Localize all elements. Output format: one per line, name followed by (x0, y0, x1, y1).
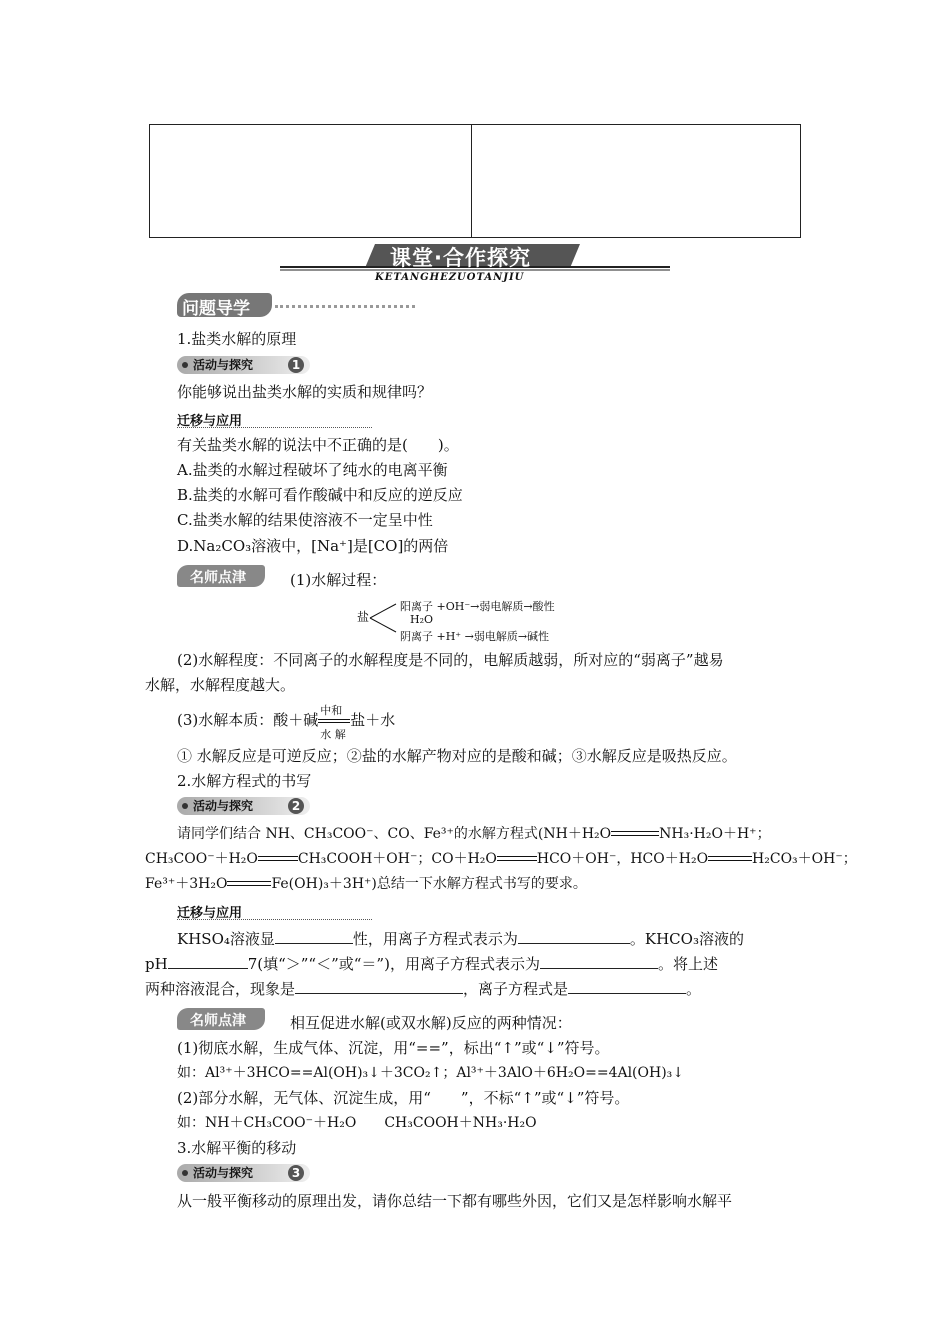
tip2-intro: 相互促进水解(或双水解)反应的两种情况： (290, 1014, 572, 1032)
tip3-post: 盐＋水 (350, 711, 396, 729)
banner-pinyin: KETANGHEZUOTANJIU (375, 272, 525, 283)
activity-number: 1 (288, 357, 304, 373)
badge-dot-icon (182, 1170, 188, 1176)
fill-line3: 两种溶液混合，现象是 ，离子方程式是 。 (145, 977, 701, 1000)
activity-number: 3 (288, 1165, 304, 1181)
s1-mc-question: 有关盐类水解的说法中不正确的是( )。 (177, 436, 459, 454)
tip3-pre: (3)水解本质：酸＋碱 (177, 711, 319, 729)
tip2-t3: (2)部分水解，无气体、沉淀生成，用“ ”，不标“↑”或“↓”符号。 (177, 1089, 630, 1107)
activity-label: 活动与探究 (193, 799, 254, 813)
tip2-line1: (2)水解程度：不同离子的水解程度是不同的，电解质越弱，所对应的“弱离子”越易 (177, 651, 724, 669)
wenti-label: 问题导学 (182, 299, 250, 319)
blank-3[interactable] (168, 952, 248, 969)
diagram-bot: 阴离子 +H⁺ →弱电解质→碱性 (400, 630, 550, 643)
tip3-top: 中和 (320, 704, 343, 717)
s3-para: 从一般平衡移动的原理出发，请你总结一下都有哪些外因，它们又是怎样影响水解平 (177, 1192, 733, 1210)
tip-label-2: 名师点津 (190, 1013, 246, 1029)
badge-dot-icon (182, 362, 188, 368)
fill-line1: KHSO₄溶液显 性，用离子方程式表示为 。KHCO₃溶液的 (177, 927, 744, 950)
activity-label: 活动与探究 (193, 1166, 254, 1180)
tip1: (1)水解过程： (290, 571, 387, 589)
tip3-bot: 水 解 (320, 728, 346, 741)
section-banner (280, 240, 670, 286)
banner-title: 课堂·合作探究 (390, 246, 531, 270)
tip3 (177, 704, 396, 741)
blank-1[interactable] (275, 927, 353, 944)
tip3-eq (318, 704, 350, 741)
tip2-t4: 如：NH＋CH₃COO⁻＋H₂O CH₃COOH＋NH₃·H₂O (177, 1115, 537, 1131)
activity-badge-3 (177, 1164, 310, 1182)
activity-badge-2 (177, 797, 310, 815)
s2-heading: 2.水解方程式的书写 (177, 772, 312, 790)
activity-badge-1 (177, 356, 310, 374)
activity-number: 2 (288, 798, 304, 814)
blank-5[interactable] (295, 977, 463, 994)
diagram-mid: H₂O (410, 613, 434, 626)
s2-para-line2: CH₃COO⁻＋H₂O CH₃COOH＋OH⁻；CO＋H₂O HCO＋OH⁻，HCO＋H₂O H₂CO₃＋OH⁻； (145, 851, 857, 867)
option-c: C.盐类水解的结果使溶液不一定呈中性 (177, 511, 433, 529)
transfer-label-2: 迁移与应用 (177, 906, 243, 921)
tip2-t1: (1)彻底水解，生成气体、沉淀，用“==”，标出“↑”或“↓”符号。 (177, 1039, 610, 1057)
s2-para-line3: Fe³⁺＋3H₂O Fe(OH)₃＋3H⁺)总结一下水解方程式书写的要求。 (145, 876, 587, 892)
option-a: A.盐类的水解过程破坏了纯水的电离平衡 (177, 461, 448, 479)
blank-4[interactable] (540, 952, 658, 969)
transfer-underline-1 (177, 427, 372, 428)
table-divider (471, 125, 472, 237)
activity-label: 活动与探究 (193, 358, 254, 372)
wenti-dots (275, 305, 415, 308)
empty-table (149, 124, 801, 238)
blank-2[interactable] (518, 927, 630, 944)
diagram-salt: 盐 (357, 610, 370, 624)
option-b: B.盐类的水解可看作酸碱中和反应的逆反应 (177, 486, 463, 504)
badge-dot-icon (182, 803, 188, 809)
diagram-fork (368, 600, 398, 636)
fill-line2: pH 7(填“＞”“＜”或“＝”)，用离子方程式表示为 。将上述 (145, 952, 718, 975)
transfer-underline-2 (177, 919, 372, 920)
tip-label-1: 名师点津 (190, 570, 246, 586)
option-d: D.Na₂CO₃溶液中，[Na⁺]是[CO]的两倍 (177, 537, 449, 555)
transfer-label-1: 迁移与应用 (177, 414, 243, 429)
tip4: ① 水解反应是可逆反应；②盐的水解产物对应的是酸和碱；③水解反应是吸热反应。 (177, 747, 737, 765)
s3-heading: 3.水解平衡的移动 (177, 1139, 297, 1157)
s2-para-line1: 请同学们结合 NH、CH₃COO⁻、CO、Fe³⁺的水解方程式(NH＋H₂O NH₃·H₂O＋H⁺； (177, 826, 771, 842)
tip2-line2: 水解，水解程度越大。 (145, 676, 296, 694)
s1-heading: 1.盐类水解的原理 (177, 330, 297, 348)
blank-6[interactable] (568, 977, 686, 994)
tip2-t2: 如：Al³⁺＋3HCO==Al(OH)₃↓＋3CO₂↑；Al³⁺＋3AlO＋6H₂O==4Al(OH)₃↓ (177, 1065, 685, 1081)
s1-question: 你能够说出盐类水解的实质和规律吗？ (177, 383, 433, 401)
diagram-top: 阳离子 +OH⁻→弱电解质→酸性 (400, 600, 555, 613)
